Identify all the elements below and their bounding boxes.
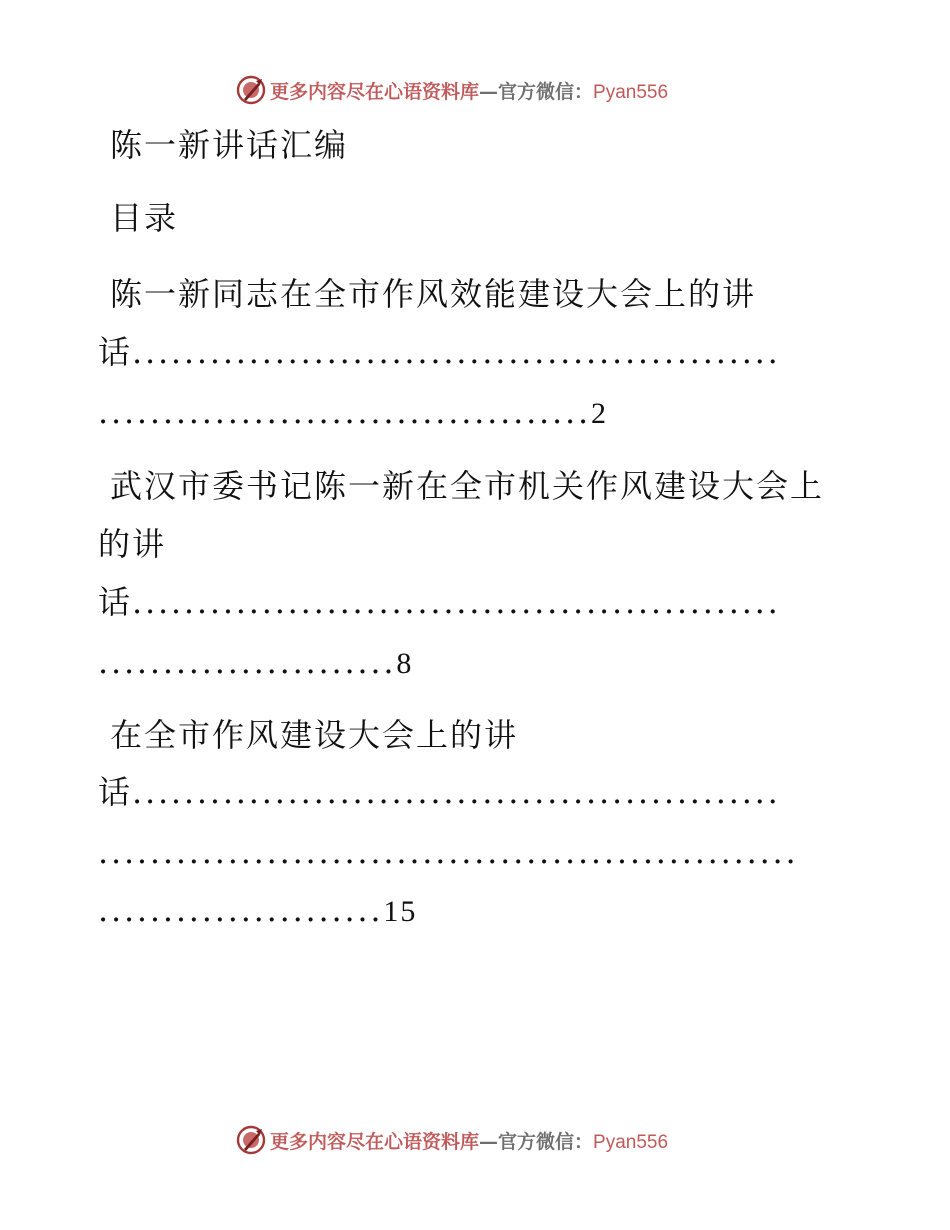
toc-entry-3-dots-3: ...................... <box>98 891 384 929</box>
toc-entry-2-dots: .................................................. <box>132 583 781 621</box>
toc-entry-1-page-number: 2 <box>590 397 608 430</box>
pen-logo-icon <box>236 75 266 105</box>
watermark-wechat-label: —官方微信： <box>479 1130 594 1153</box>
toc-entry-2-page-number: 8 <box>396 647 414 680</box>
toc-entry-1-leader[interactable] <box>98 332 781 372</box>
toc-entry-1-dots-2: ...................................... <box>98 393 591 431</box>
toc-entry-3-title[interactable]: 在全市作风建设大会上的讲 <box>110 716 519 754</box>
toc-entry-1-page-line[interactable] <box>98 392 608 434</box>
toc-heading: 目录 <box>110 199 179 237</box>
watermark-library-name: 更多内容尽在心语资料库 <box>270 1130 480 1153</box>
watermark-wechat-id: Pyan556 <box>593 81 669 103</box>
watermark-library-name: 更多内容尽在心语资料库 <box>270 80 480 103</box>
toc-entry-1-lead: 话 <box>98 333 133 371</box>
watermark-wechat-id: Pyan556 <box>593 1131 669 1153</box>
toc-entry-2-title[interactable]: 武汉市委书记陈一新在全市机关作风建设大会上 <box>110 467 825 505</box>
watermark-wechat-label: —官方微信： <box>479 80 594 103</box>
toc-entry-3-dots: .................................................. <box>132 773 781 811</box>
toc-entry-3-page-line[interactable] <box>98 890 417 932</box>
footer-watermark <box>236 1122 668 1158</box>
toc-entry-2-lead: 话 <box>98 583 133 621</box>
toc-entry-3-leader[interactable] <box>98 772 781 812</box>
toc-entry-2-dots-2: ....................... <box>98 643 397 681</box>
toc-entry-3-lead: 话 <box>98 773 133 811</box>
document-title: 陈一新讲话汇编 <box>110 126 349 164</box>
toc-entry-1-title[interactable]: 陈一新同志在全市作风效能建设大会上的讲 <box>110 275 757 313</box>
toc-entry-1-dots: .................................................. <box>132 333 781 371</box>
toc-entry-2-leader[interactable] <box>98 582 781 622</box>
toc-entry-3-dots-2: ...................................................... <box>98 833 799 871</box>
watermark-text <box>270 1127 668 1154</box>
toc-entry-3-page-number: 15 <box>383 895 418 928</box>
toc-entry-2-title-cont[interactable]: 的讲 <box>98 525 167 563</box>
watermark-text <box>270 77 668 104</box>
header-watermark <box>236 72 668 108</box>
toc-entry-2-page-line[interactable] <box>98 642 413 684</box>
toc-entry-3-leader-cont[interactable] <box>98 832 798 872</box>
pen-logo-icon <box>236 1125 266 1155</box>
